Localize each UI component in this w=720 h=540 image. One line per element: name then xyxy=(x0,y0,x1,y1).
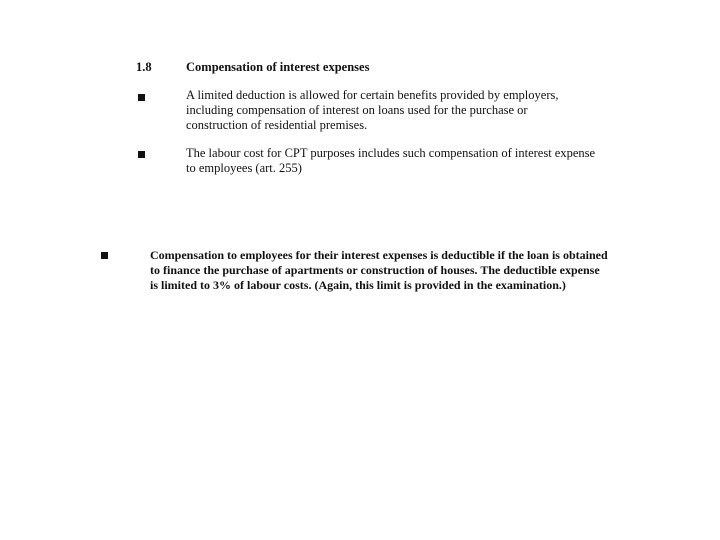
item-line: to employees (art. 255) xyxy=(186,161,302,175)
list-item xyxy=(186,146,595,176)
item-line: is limited to 3% of labour costs. (Again, this limit is provided in the examination.) xyxy=(150,278,566,292)
item-line: Compensation to employees for their interest expenses is deductible if the loan is obtained xyxy=(150,248,608,262)
section-number: 1.8 xyxy=(136,60,152,74)
bullet-icon xyxy=(101,252,108,259)
bullet-icon xyxy=(138,94,145,101)
list-item xyxy=(186,88,558,133)
item-line: to finance the purchase of apartments or construction of houses. The deductible expense xyxy=(150,263,600,277)
item-line: including compensation of interest on loans used for the purchase or xyxy=(186,103,528,117)
item-line: construction of residential premises. xyxy=(186,118,368,132)
section-heading xyxy=(136,60,369,75)
list-item xyxy=(150,248,608,293)
item-line: The labour cost for CPT purposes includes such compensation of interest expense xyxy=(186,146,596,160)
item-line: A limited deduction is allowed for certain benefits provided by employers, xyxy=(186,88,559,102)
section-title: Compensation of interest expenses xyxy=(186,60,370,74)
bullet-icon xyxy=(138,151,145,158)
